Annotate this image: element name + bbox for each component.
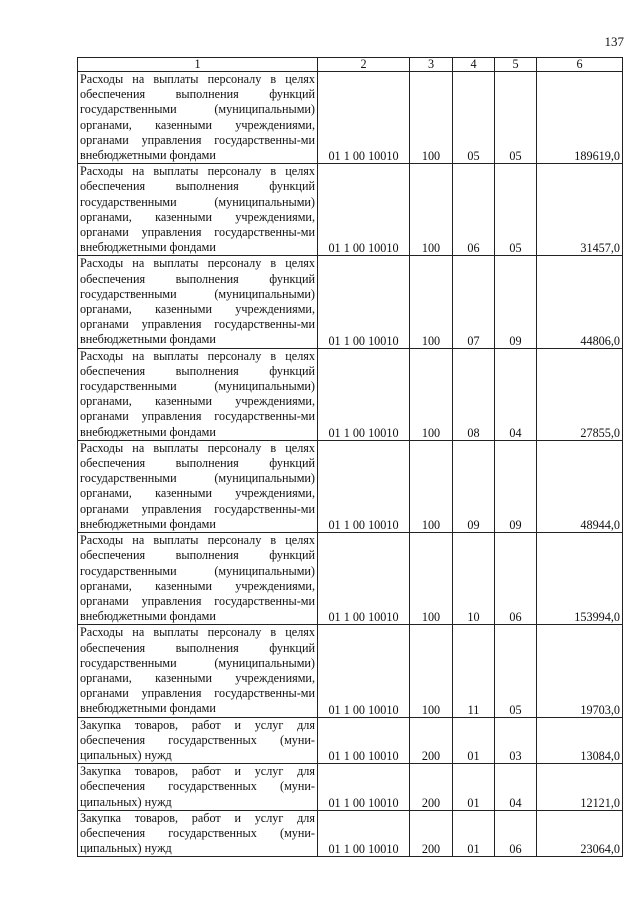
table-row	[78, 164, 623, 256]
section-code: 08	[453, 348, 495, 440]
subsection-code: 09	[495, 440, 537, 532]
section-code: 05	[453, 72, 495, 164]
subsection-code: 05	[495, 164, 537, 256]
section-code: 01	[453, 717, 495, 764]
expense-type-code: 100	[410, 533, 453, 625]
table-row	[78, 717, 623, 764]
amount-cell: 153994,0	[537, 533, 623, 625]
table-row	[78, 440, 623, 532]
section-code: 11	[453, 625, 495, 717]
target-article-code: 01 1 00 10010	[318, 717, 410, 764]
section-code: 09	[453, 440, 495, 532]
amount-cell: 44806,0	[537, 256, 623, 348]
target-article-code: 01 1 00 10010	[318, 810, 410, 857]
column-header: 1	[78, 58, 318, 72]
row-description: Расходы на выплаты персоналу в целях обеспечения выполнения функций государственными (муниципальными) органами, казенными учреждениями, органами управления государственны-ми внебюджетными фондами	[78, 72, 318, 164]
target-article-code: 01 1 00 10010	[318, 440, 410, 532]
subsection-code: 06	[495, 810, 537, 857]
subsection-code: 04	[495, 764, 537, 811]
section-code: 01	[453, 764, 495, 811]
expense-type-code: 200	[410, 764, 453, 811]
subsection-code: 09	[495, 256, 537, 348]
subsection-code: 06	[495, 533, 537, 625]
column-header: 2	[318, 58, 410, 72]
row-description: Расходы на выплаты персоналу в целях обеспечения выполнения функций государственными (муниципальными) органами, казенными учреждениями, органами управления государственны-ми внебюджетными фондами	[78, 164, 318, 256]
expense-type-code: 100	[410, 256, 453, 348]
section-code: 10	[453, 533, 495, 625]
table-header-row	[78, 58, 623, 72]
table-row	[78, 764, 623, 811]
expense-type-code: 200	[410, 717, 453, 764]
section-code: 06	[453, 164, 495, 256]
row-description: Закупка товаров, работ и услуг для обеспечения государственных (муни-ципальных) нужд	[78, 764, 318, 811]
section-code: 07	[453, 256, 495, 348]
amount-cell: 12121,0	[537, 764, 623, 811]
column-header: 3	[410, 58, 453, 72]
table-row	[78, 256, 623, 348]
subsection-code: 03	[495, 717, 537, 764]
section-code: 01	[453, 810, 495, 857]
amount-cell: 13084,0	[537, 717, 623, 764]
subsection-code: 05	[495, 625, 537, 717]
amount-cell: 48944,0	[537, 440, 623, 532]
amount-cell: 23064,0	[537, 810, 623, 857]
row-description: Расходы на выплаты персоналу в целях обеспечения выполнения функций государственными (муниципальными) органами, казенными учреждениями, органами управления государственны-ми внебюджетными фондами	[78, 533, 318, 625]
amount-cell: 189619,0	[537, 72, 623, 164]
expense-type-code: 100	[410, 164, 453, 256]
budget-table	[77, 57, 623, 857]
page-number: 137	[604, 34, 624, 49]
expense-type-code: 200	[410, 810, 453, 857]
expense-type-code: 100	[410, 72, 453, 164]
amount-cell: 27855,0	[537, 348, 623, 440]
amount-cell: 31457,0	[537, 164, 623, 256]
row-description: Расходы на выплаты персоналу в целях обеспечения выполнения функций государственными (муниципальными) органами, казенными учреждениями, органами управления государственны-ми внебюджетными фондами	[78, 440, 318, 532]
target-article-code: 01 1 00 10010	[318, 256, 410, 348]
expense-type-code: 100	[410, 348, 453, 440]
table-row	[78, 72, 623, 164]
target-article-code: 01 1 00 10010	[318, 625, 410, 717]
target-article-code: 01 1 00 10010	[318, 348, 410, 440]
amount-cell: 19703,0	[537, 625, 623, 717]
target-article-code: 01 1 00 10010	[318, 72, 410, 164]
table-row	[78, 533, 623, 625]
expense-type-code: 100	[410, 440, 453, 532]
subsection-code: 04	[495, 348, 537, 440]
target-article-code: 01 1 00 10010	[318, 164, 410, 256]
row-description: Расходы на выплаты персоналу в целях обеспечения выполнения функций государственными (муниципальными) органами, казенными учреждениями, органами управления государственны-ми внебюджетными фондами	[78, 625, 318, 717]
table-row	[78, 348, 623, 440]
expense-type-code: 100	[410, 625, 453, 717]
row-description: Расходы на выплаты персоналу в целях обеспечения выполнения функций государственными (муниципальными) органами, казенными учреждениями, органами управления государственны-ми внебюджетными фондами	[78, 348, 318, 440]
table-row	[78, 810, 623, 857]
target-article-code: 01 1 00 10010	[318, 533, 410, 625]
column-header: 6	[537, 58, 623, 72]
column-header: 5	[495, 58, 537, 72]
row-description: Закупка товаров, работ и услуг для обеспечения государственных (муни-ципальных) нужд	[78, 810, 318, 857]
row-description: Закупка товаров, работ и услуг для обеспечения государственных (муни-ципальных) нужд	[78, 717, 318, 764]
row-description: Расходы на выплаты персоналу в целях обеспечения выполнения функций государственными (муниципальными) органами, казенными учреждениями, органами управления государственны-ми внебюджетными фондами	[78, 256, 318, 348]
table-row	[78, 625, 623, 717]
target-article-code: 01 1 00 10010	[318, 764, 410, 811]
column-header: 4	[453, 58, 495, 72]
subsection-code: 05	[495, 72, 537, 164]
